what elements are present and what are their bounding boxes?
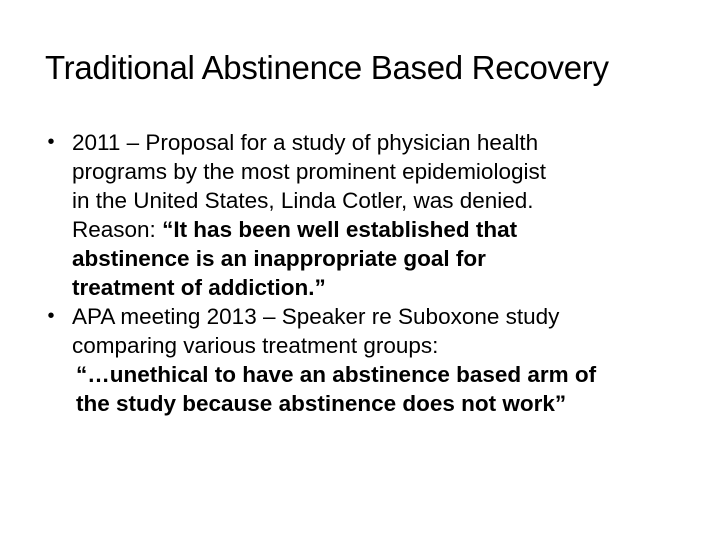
reason-line (72, 215, 695, 244)
bullet-line: 2011 – Proposal for a study of physician health (72, 130, 539, 155)
bullet-marker: • (47, 131, 55, 153)
bullet-item-apa (30, 302, 695, 418)
quote-line: the study because abstinence does not work” (76, 391, 567, 416)
quote-line: treatment of addiction.” (72, 275, 326, 300)
bullet-marker: • (47, 305, 55, 327)
slide-title: Traditional Abstinence Based Recovery (45, 49, 609, 86)
bullet-line: comparing various treatment groups: (72, 333, 439, 358)
bullet-list (30, 128, 695, 418)
bullet-item-cotler (30, 128, 695, 302)
reason-label: Reason: (72, 217, 163, 242)
quote-line: “It has been well established that (162, 217, 518, 242)
bullet-line: programs by the most prominent epidemiologist (72, 159, 546, 184)
bullet-line: APA meeting 2013 – Speaker re Suboxone study (72, 304, 560, 329)
bullet-line: in the United States, Linda Cotler, was denied. (72, 188, 534, 213)
quote-line: abstinence is an inappropriate goal for (72, 246, 486, 271)
quote-line: “…unethical to have an abstinence based arm of (76, 362, 597, 387)
